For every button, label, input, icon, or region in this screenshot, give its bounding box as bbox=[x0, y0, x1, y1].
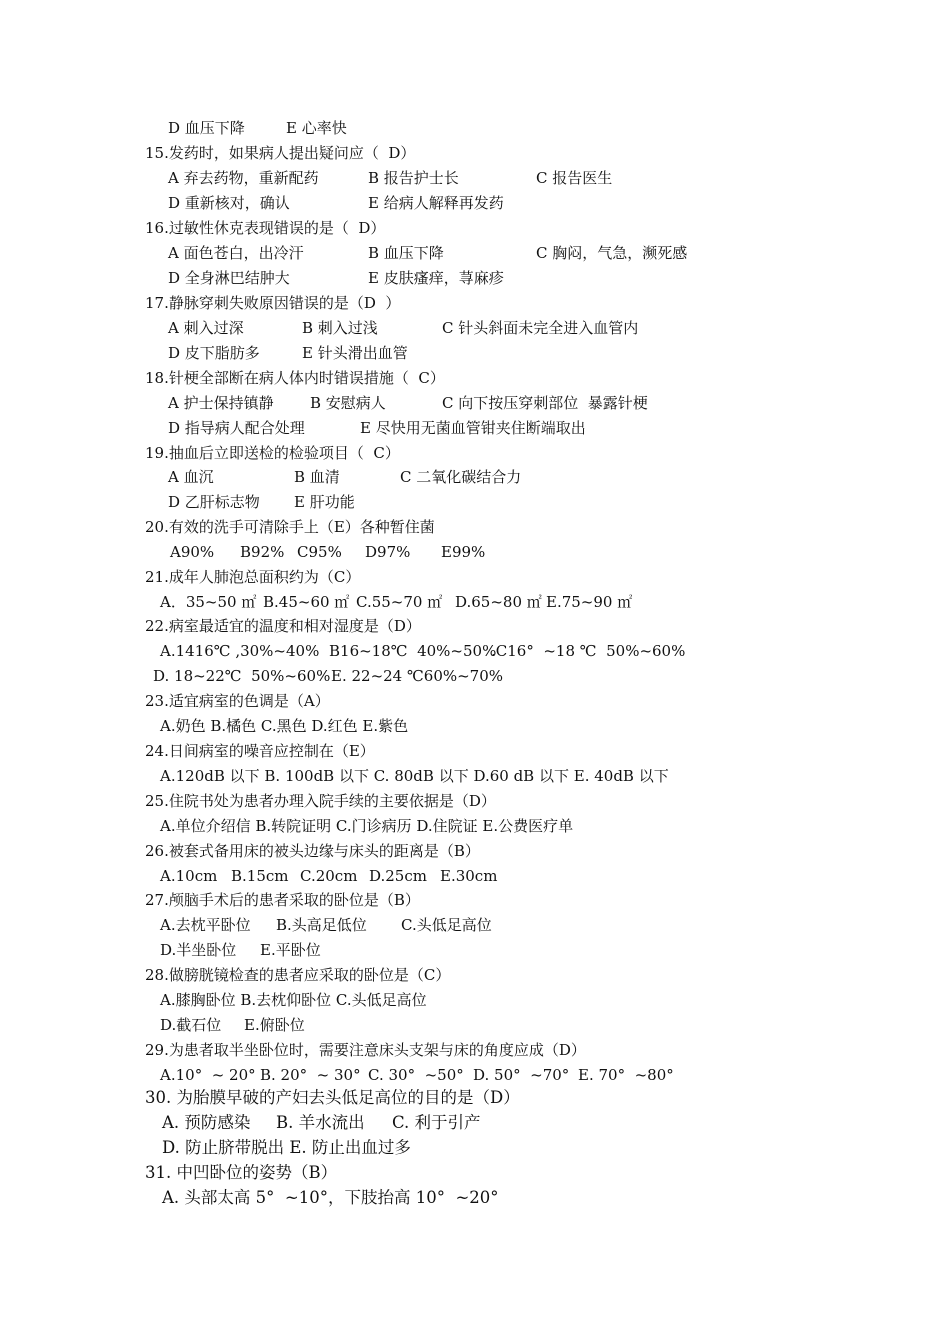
answer-option: B16~18℃ 40%~50% bbox=[329, 642, 497, 660]
question-stem: 15.发药时，如果病人提出疑问应（ D） bbox=[145, 144, 416, 162]
answer-option: D.截石位 bbox=[160, 1016, 222, 1034]
answer-option: A.膝胸卧位 B.去枕仰卧位 C.头低足高位 bbox=[160, 991, 427, 1009]
answer-option: A 护士保持镇静 bbox=[168, 394, 274, 412]
answer-option: C 报告医生 bbox=[536, 169, 613, 187]
answer-option: B.15cm bbox=[231, 867, 289, 885]
answer-option: E. 22~24 ℃60%~70% bbox=[331, 667, 504, 685]
answer-option: C. 利于引产 bbox=[392, 1113, 481, 1132]
answer-option: D.65~80 ㎡ bbox=[455, 593, 542, 611]
answer-option: A.10° ~ 20° bbox=[160, 1066, 256, 1084]
question-stem: 18.针梗全部断在病人体内时错误措施（ C） bbox=[145, 369, 445, 387]
answer-option: E 肝功能 bbox=[294, 493, 355, 511]
question-stem: 23.适宜病室的色调是（A） bbox=[145, 692, 330, 710]
answer-option: A.去枕平卧位 bbox=[160, 916, 251, 934]
answer-option: E.30cm bbox=[440, 867, 498, 885]
answer-option: E.75~90 ㎡ bbox=[546, 593, 633, 611]
answer-option: C.头低足高位 bbox=[401, 916, 492, 934]
answer-option: E. 70° ~80° bbox=[578, 1066, 674, 1084]
answer-option: D. 防止脐带脱出 E. 防止出血过多 bbox=[162, 1138, 411, 1157]
answer-option: A 弃去药物，重新配药 bbox=[168, 169, 319, 187]
answer-option: B. 20° ~ 30° bbox=[260, 1066, 361, 1084]
answer-option: B 刺入过浅 bbox=[302, 319, 378, 337]
answer-option: A.10cm bbox=[160, 867, 218, 885]
answer-option: B 报告护士长 bbox=[368, 169, 459, 187]
answer-option: D 重新核对，确认 bbox=[168, 194, 290, 212]
question-stem: 21.成年人肺泡总面积约为（C） bbox=[145, 568, 361, 586]
question-stem: 28.做膀胱镜检查的患者应采取的卧位是（C） bbox=[145, 966, 451, 984]
answer-option: C.20cm bbox=[300, 867, 358, 885]
answer-option: C.55~70 ㎡ bbox=[356, 593, 443, 611]
answer-option: A90% bbox=[170, 543, 215, 561]
answer-option: D97% bbox=[365, 543, 411, 561]
answer-option: E.俯卧位 bbox=[244, 1016, 305, 1034]
answer-option: .C16° ~18 ℃ 50%~60% bbox=[491, 642, 686, 660]
answer-option: D 全身淋巴结肿大 bbox=[168, 269, 290, 287]
answer-option: A．35~50 ㎡ bbox=[160, 593, 257, 611]
answer-option: A. 预防感染 bbox=[162, 1113, 251, 1132]
question-stem: 25.住院书处为患者办理入院手续的主要依据是（D） bbox=[145, 792, 496, 810]
answer-option: A.单位介绍信 B.转院证明 C.门诊病历 D.住院证 E.公费医疗单 bbox=[160, 817, 574, 835]
answer-option: E.平卧位 bbox=[260, 941, 321, 959]
answer-option: E 心率快 bbox=[286, 119, 347, 137]
answer-option: C 针头斜面未完全进入血管内 bbox=[442, 319, 639, 337]
answer-option: A 血沉 bbox=[168, 468, 214, 486]
answer-option: D. 50° ~70° bbox=[473, 1066, 570, 1084]
answer-option: A 面色苍白，出冷汗 bbox=[168, 244, 304, 262]
question-stem: 27.颅脑手术后的患者采取的卧位是（B） bbox=[145, 891, 420, 909]
answer-option: B. 羊水流出 bbox=[276, 1113, 365, 1132]
answer-option: C 胸闷，气急，濒死感 bbox=[536, 244, 688, 262]
answer-option: A.120dB 以下 B. 100dB 以下 C. 80dB 以下 D.60 dB 以下 E. 40dB 以下 bbox=[160, 767, 669, 785]
question-stem: 22.病室最适宜的温度和相对湿度是（D） bbox=[145, 617, 421, 635]
answer-option: D 指导病人配合处理 bbox=[168, 419, 305, 437]
answer-option: D 皮下脂肪多 bbox=[168, 344, 260, 362]
answer-option: D.25cm bbox=[369, 867, 427, 885]
answer-option: E 皮肤瘙痒，荨麻疹 bbox=[368, 269, 504, 287]
answer-option: C95% bbox=[297, 543, 342, 561]
question-stem: 30. 为胎膜早破的产妇去头低足高位的目的是（D） bbox=[145, 1088, 520, 1107]
answer-option: E99% bbox=[441, 543, 486, 561]
answer-option: B 血压下降 bbox=[368, 244, 444, 262]
answer-option: D.半坐卧位 bbox=[160, 941, 237, 959]
answer-option: C. 30° ~50° bbox=[368, 1066, 464, 1084]
answer-option: C 二氧化碳结合力 bbox=[400, 468, 522, 486]
answer-option: E 给病人解释再发药 bbox=[368, 194, 504, 212]
question-stem: 20.有效的洗手可清除手上（E）各种暂住菌 bbox=[145, 518, 435, 536]
answer-option: B92% bbox=[240, 543, 285, 561]
answer-option: A. 头部太高 5° ~10°，下肢抬高 10° ~20° bbox=[162, 1188, 499, 1207]
answer-option: B 安慰病人 bbox=[310, 394, 386, 412]
answer-option: A.1416℃ ,30%~40% bbox=[160, 642, 320, 660]
answer-option: D 乙肝标志物 bbox=[168, 493, 260, 511]
answer-option: A.奶色 B.橘色 C.黑色 D.红色 E.紫色 bbox=[160, 717, 409, 735]
answer-option: E 针头滑出血管 bbox=[302, 344, 408, 362]
question-stem: 31. 中凹卧位的姿势（B） bbox=[145, 1163, 338, 1182]
answer-option: A 刺入过深 bbox=[168, 319, 244, 337]
answer-option: D 血压下降 bbox=[168, 119, 245, 137]
question-stem: 29.为患者取半坐卧位时，需要注意床头支架与床的角度应成（D） bbox=[145, 1041, 586, 1059]
question-stem: 26.被套式备用床的被头边缘与床头的距离是（B） bbox=[145, 842, 480, 860]
question-stem: 24.日间病室的噪音应控制在（E） bbox=[145, 742, 375, 760]
answer-option: E 尽快用无菌血管钳夹住断端取出 bbox=[360, 419, 586, 437]
answer-option: C 向下按压穿刺部位 暴露针梗 bbox=[442, 394, 648, 412]
question-stem: 19.抽血后立即送检的检验项目（ C） bbox=[145, 444, 400, 462]
answer-option: B.45~60 ㎡ bbox=[263, 593, 350, 611]
question-stem: 16.过敏性休克表现错误的是（ D） bbox=[145, 219, 386, 237]
question-stem: 17.静脉穿刺失败原因错误的是（D ） bbox=[145, 294, 401, 312]
answer-option: B 血清 bbox=[294, 468, 340, 486]
answer-option: D. 18~22℃ 50%~60% bbox=[153, 667, 331, 685]
answer-option: B.头高足低位 bbox=[276, 916, 367, 934]
